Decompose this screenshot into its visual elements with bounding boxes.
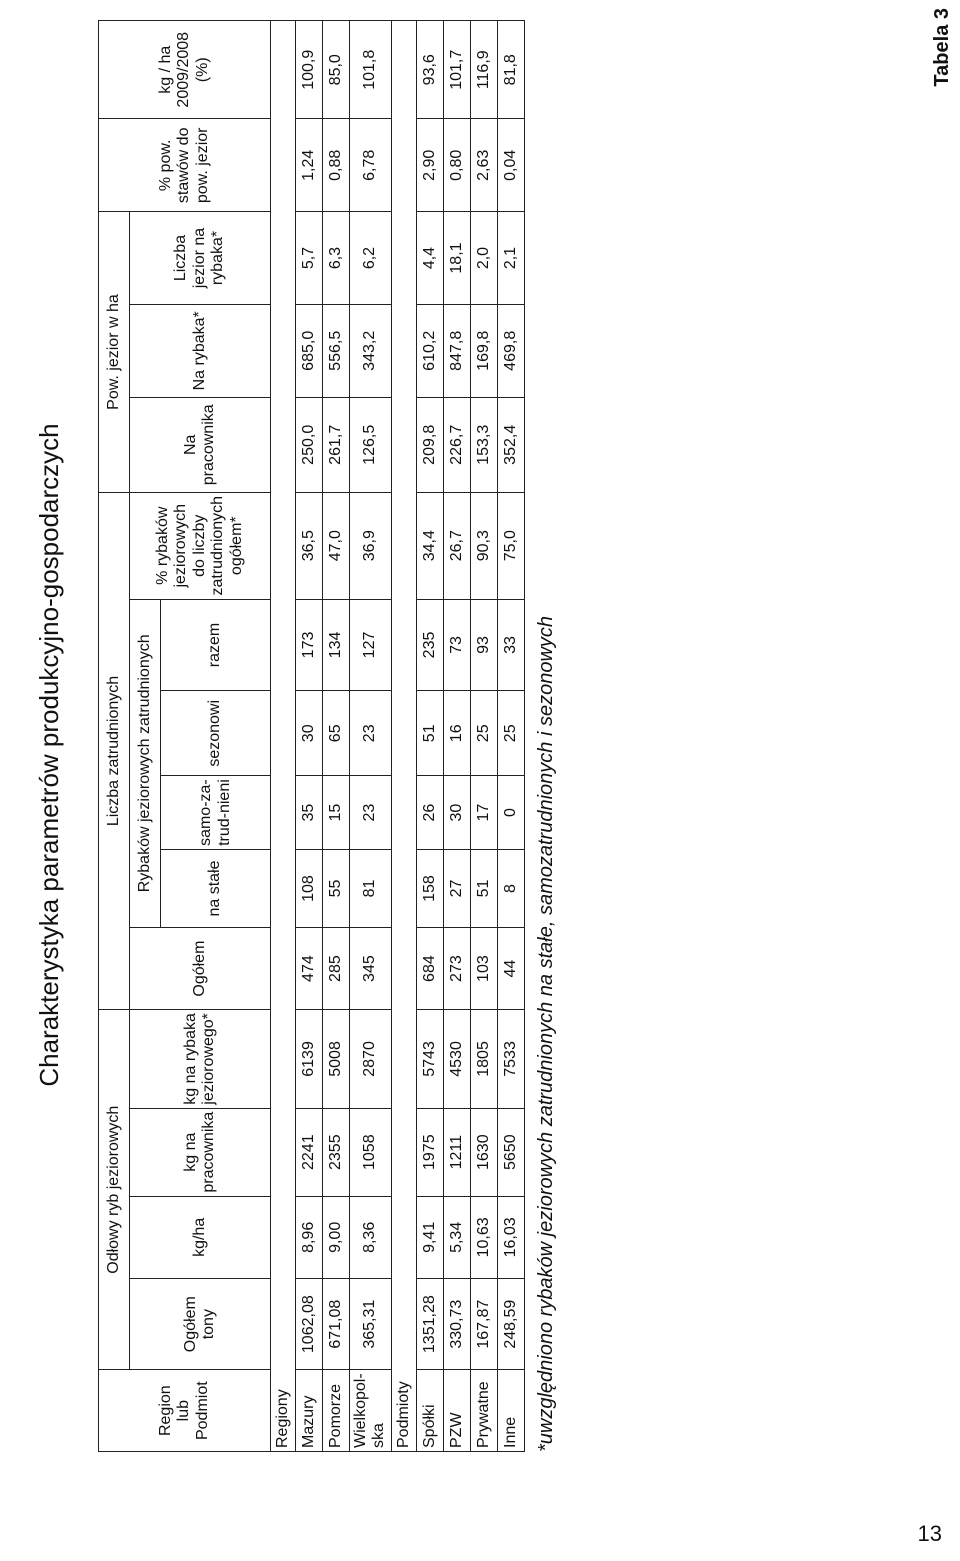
row-name: Spółki bbox=[416, 1370, 443, 1452]
table-cell: 0,80 bbox=[443, 119, 470, 212]
table-cell: 1351,28 bbox=[416, 1279, 443, 1370]
table-body bbox=[271, 21, 525, 1452]
table-cell: 1058 bbox=[350, 1108, 392, 1196]
table-cell: 93 bbox=[470, 599, 497, 691]
table-cell: 4530 bbox=[443, 1010, 470, 1109]
section-row bbox=[391, 21, 416, 1452]
table-cell: 1,24 bbox=[296, 119, 323, 212]
table-cell: 250,0 bbox=[296, 397, 323, 492]
table-cell: 167,87 bbox=[470, 1279, 497, 1370]
table-row bbox=[323, 21, 350, 1452]
table-cell: 27 bbox=[443, 849, 470, 927]
table-cell: 173 bbox=[296, 599, 323, 691]
table-cell: 5743 bbox=[416, 1010, 443, 1109]
table-cell: 5650 bbox=[497, 1108, 524, 1196]
table-row bbox=[350, 21, 392, 1452]
table-cell: 474 bbox=[296, 928, 323, 1010]
table-cell: 90,3 bbox=[470, 492, 497, 599]
section-label: Podmioty bbox=[391, 21, 416, 1452]
table-cell: 1211 bbox=[443, 1108, 470, 1196]
table-cell: 33 bbox=[497, 599, 524, 691]
table-cell: 85,0 bbox=[323, 21, 350, 119]
header-pct-stawow: % pow. stawów do pow. jezior bbox=[99, 119, 271, 212]
document-title: Charakterystyka parametrów produkcyjno-gospodarczych bbox=[34, 423, 64, 1087]
header-odl-kg-ryb: kg na rybaka jeziorowego* bbox=[130, 1010, 271, 1109]
table-cell: 273 bbox=[443, 928, 470, 1010]
table-cell: 9,00 bbox=[323, 1196, 350, 1278]
table-cell: 116,9 bbox=[470, 21, 497, 119]
table-cell: 9,41 bbox=[416, 1196, 443, 1278]
table-cell: 103 bbox=[470, 928, 497, 1010]
header-liczba-jezior: Liczba jezior na rybaka* bbox=[130, 212, 271, 305]
row-name: Wielkopol-ska bbox=[350, 1370, 392, 1452]
table-cell: 2355 bbox=[323, 1108, 350, 1196]
table-cell: 0,88 bbox=[323, 119, 350, 212]
table-cell: 285 bbox=[323, 928, 350, 1010]
table-cell: 16,03 bbox=[497, 1196, 524, 1278]
table-cell: 25 bbox=[497, 691, 524, 776]
table-cell: 1062,08 bbox=[296, 1279, 323, 1370]
table-cell: 100,9 bbox=[296, 21, 323, 119]
table-cell: 153,3 bbox=[470, 397, 497, 492]
table-cell: 6,3 bbox=[323, 212, 350, 305]
table-cell: 134 bbox=[323, 599, 350, 691]
header-group-odlowy: Odłowy ryb jeziorowych bbox=[99, 1010, 130, 1370]
page-number: 13 bbox=[917, 1521, 942, 1546]
table-cell: 2,0 bbox=[470, 212, 497, 305]
table-cell: 261,7 bbox=[323, 397, 350, 492]
table-cell: 51 bbox=[470, 849, 497, 927]
table-cell: 2,63 bbox=[470, 119, 497, 212]
table-cell: 36,5 bbox=[296, 492, 323, 599]
table-cell: 5,34 bbox=[443, 1196, 470, 1278]
table-cell: 8,36 bbox=[350, 1196, 392, 1278]
table-cell: 248,59 bbox=[497, 1279, 524, 1370]
header-group-liczba: Liczba zatrudnionych bbox=[99, 492, 130, 1009]
table-cell: 235 bbox=[416, 599, 443, 691]
header-region: Region lub Podmiot bbox=[99, 1370, 271, 1452]
header-ryb-samo: samo-za-trud-nieni bbox=[161, 776, 271, 850]
table-cell: 23 bbox=[350, 691, 392, 776]
table-cell: 34,4 bbox=[416, 492, 443, 599]
table-cell: 209,8 bbox=[416, 397, 443, 492]
table-cell: 684 bbox=[416, 928, 443, 1010]
table-cell: 36,9 bbox=[350, 492, 392, 599]
table-cell: 18,1 bbox=[443, 212, 470, 305]
section-row bbox=[271, 21, 296, 1452]
table-cell: 81 bbox=[350, 849, 392, 927]
table-cell: 610,2 bbox=[416, 304, 443, 397]
table-cell: 671,08 bbox=[323, 1279, 350, 1370]
table-cell: 16 bbox=[443, 691, 470, 776]
row-name: PZW bbox=[443, 1370, 470, 1452]
header-ryb-sezon: sezonowi bbox=[161, 691, 271, 776]
table-cell: 35 bbox=[296, 776, 323, 850]
table-cell: 23 bbox=[350, 776, 392, 850]
table-cell: 4,4 bbox=[416, 212, 443, 305]
table-cell: 352,4 bbox=[497, 397, 524, 492]
header-kgha-change: kg / ha 2009/2008 (%) bbox=[99, 21, 271, 119]
table-cell: 7533 bbox=[497, 1010, 524, 1109]
table-cell: 8 bbox=[497, 849, 524, 927]
table-row bbox=[416, 21, 443, 1452]
table-row bbox=[296, 21, 323, 1452]
table-cell: 158 bbox=[416, 849, 443, 927]
header-ryb-pct: % rybaków jeziorowych do liczby zatrudnionych ogółem* bbox=[130, 492, 271, 599]
table-cell: 0 bbox=[497, 776, 524, 850]
header-group-rybakow: Rybaków jeziorowych zatrudnionych bbox=[130, 599, 161, 928]
table-cell: 8,96 bbox=[296, 1196, 323, 1278]
table-cell: 1805 bbox=[470, 1010, 497, 1109]
table-cell: 6,2 bbox=[350, 212, 392, 305]
table-cell: 556,5 bbox=[323, 304, 350, 397]
table-cell: 2241 bbox=[296, 1108, 323, 1196]
table-cell: 15 bbox=[323, 776, 350, 850]
row-name: Mazury bbox=[296, 1370, 323, 1452]
table-cell: 25 bbox=[470, 691, 497, 776]
table-cell: 226,7 bbox=[443, 397, 470, 492]
table-cell: 2,1 bbox=[497, 212, 524, 305]
table-cell: 73 bbox=[443, 599, 470, 691]
table-cell: 30 bbox=[443, 776, 470, 850]
header-odl-kgha: kg/ha bbox=[130, 1196, 271, 1278]
table-cell: 469,8 bbox=[497, 304, 524, 397]
table-cell: 55 bbox=[323, 849, 350, 927]
table-cell: 26,7 bbox=[443, 492, 470, 599]
table-cell: 1975 bbox=[416, 1108, 443, 1196]
footnote: *uwzględniono rybaków jeziorowych zatrudnionych na stałe, samozatrudnionych i sezonowych bbox=[535, 615, 557, 1452]
table-cell: 126,5 bbox=[350, 397, 392, 492]
section-label: Regiony bbox=[271, 21, 296, 1452]
table-row bbox=[470, 21, 497, 1452]
table-cell: 26 bbox=[416, 776, 443, 850]
table-cell: 1630 bbox=[470, 1108, 497, 1196]
table-cell: 5,7 bbox=[296, 212, 323, 305]
table-cell: 101,8 bbox=[350, 21, 392, 119]
row-name: Pomorze bbox=[323, 1370, 350, 1452]
table-cell: 10,63 bbox=[470, 1196, 497, 1278]
table-number-label: Tabela 3 bbox=[931, 8, 953, 87]
table-cell: 81,8 bbox=[497, 21, 524, 119]
table-cell: 6139 bbox=[296, 1010, 323, 1109]
table-cell: 0,04 bbox=[497, 119, 524, 212]
table-cell: 6,78 bbox=[350, 119, 392, 212]
header-ryb-stale: na stałe bbox=[161, 849, 271, 927]
table-cell: 47,0 bbox=[323, 492, 350, 599]
table-cell: 5008 bbox=[323, 1010, 350, 1109]
table-row bbox=[443, 21, 470, 1452]
row-name: Prywatne bbox=[470, 1370, 497, 1452]
header-group-pow: Pow. jezior w ha bbox=[99, 212, 130, 493]
table-row bbox=[497, 21, 524, 1452]
table-cell: 65 bbox=[323, 691, 350, 776]
table-cell: 17 bbox=[470, 776, 497, 850]
table-cell: 44 bbox=[497, 928, 524, 1010]
table-cell: 75,0 bbox=[497, 492, 524, 599]
table-cell: 330,73 bbox=[443, 1279, 470, 1370]
table-cell: 685,0 bbox=[296, 304, 323, 397]
production-parameters-table bbox=[98, 20, 525, 1452]
table-cell: 169,8 bbox=[470, 304, 497, 397]
table-cell: 101,7 bbox=[443, 21, 470, 119]
table-cell: 30 bbox=[296, 691, 323, 776]
header-pow-prac: Na pracownika bbox=[130, 397, 271, 492]
table-cell: 365,31 bbox=[350, 1279, 392, 1370]
table-cell: 51 bbox=[416, 691, 443, 776]
table-cell: 93,6 bbox=[416, 21, 443, 119]
row-name: Inne bbox=[497, 1370, 524, 1452]
header-ryb-razem: razem bbox=[161, 599, 271, 691]
table-cell: 2870 bbox=[350, 1010, 392, 1109]
table-cell: 847,8 bbox=[443, 304, 470, 397]
table-cell: 2,90 bbox=[416, 119, 443, 212]
header-pow-ryb: Na rybaka* bbox=[130, 304, 271, 397]
table-cell: 108 bbox=[296, 849, 323, 927]
table-cell: 127 bbox=[350, 599, 392, 691]
rotated-table-block bbox=[20, 20, 620, 1490]
table-cell: 343,2 bbox=[350, 304, 392, 397]
header-liczba-ogolem: Ogółem bbox=[130, 928, 271, 1010]
header-odl-kg-prac: kg na pracownika bbox=[130, 1108, 271, 1196]
table-cell: 345 bbox=[350, 928, 392, 1010]
header-odl-ogolem: Ogółem tony bbox=[130, 1279, 271, 1370]
